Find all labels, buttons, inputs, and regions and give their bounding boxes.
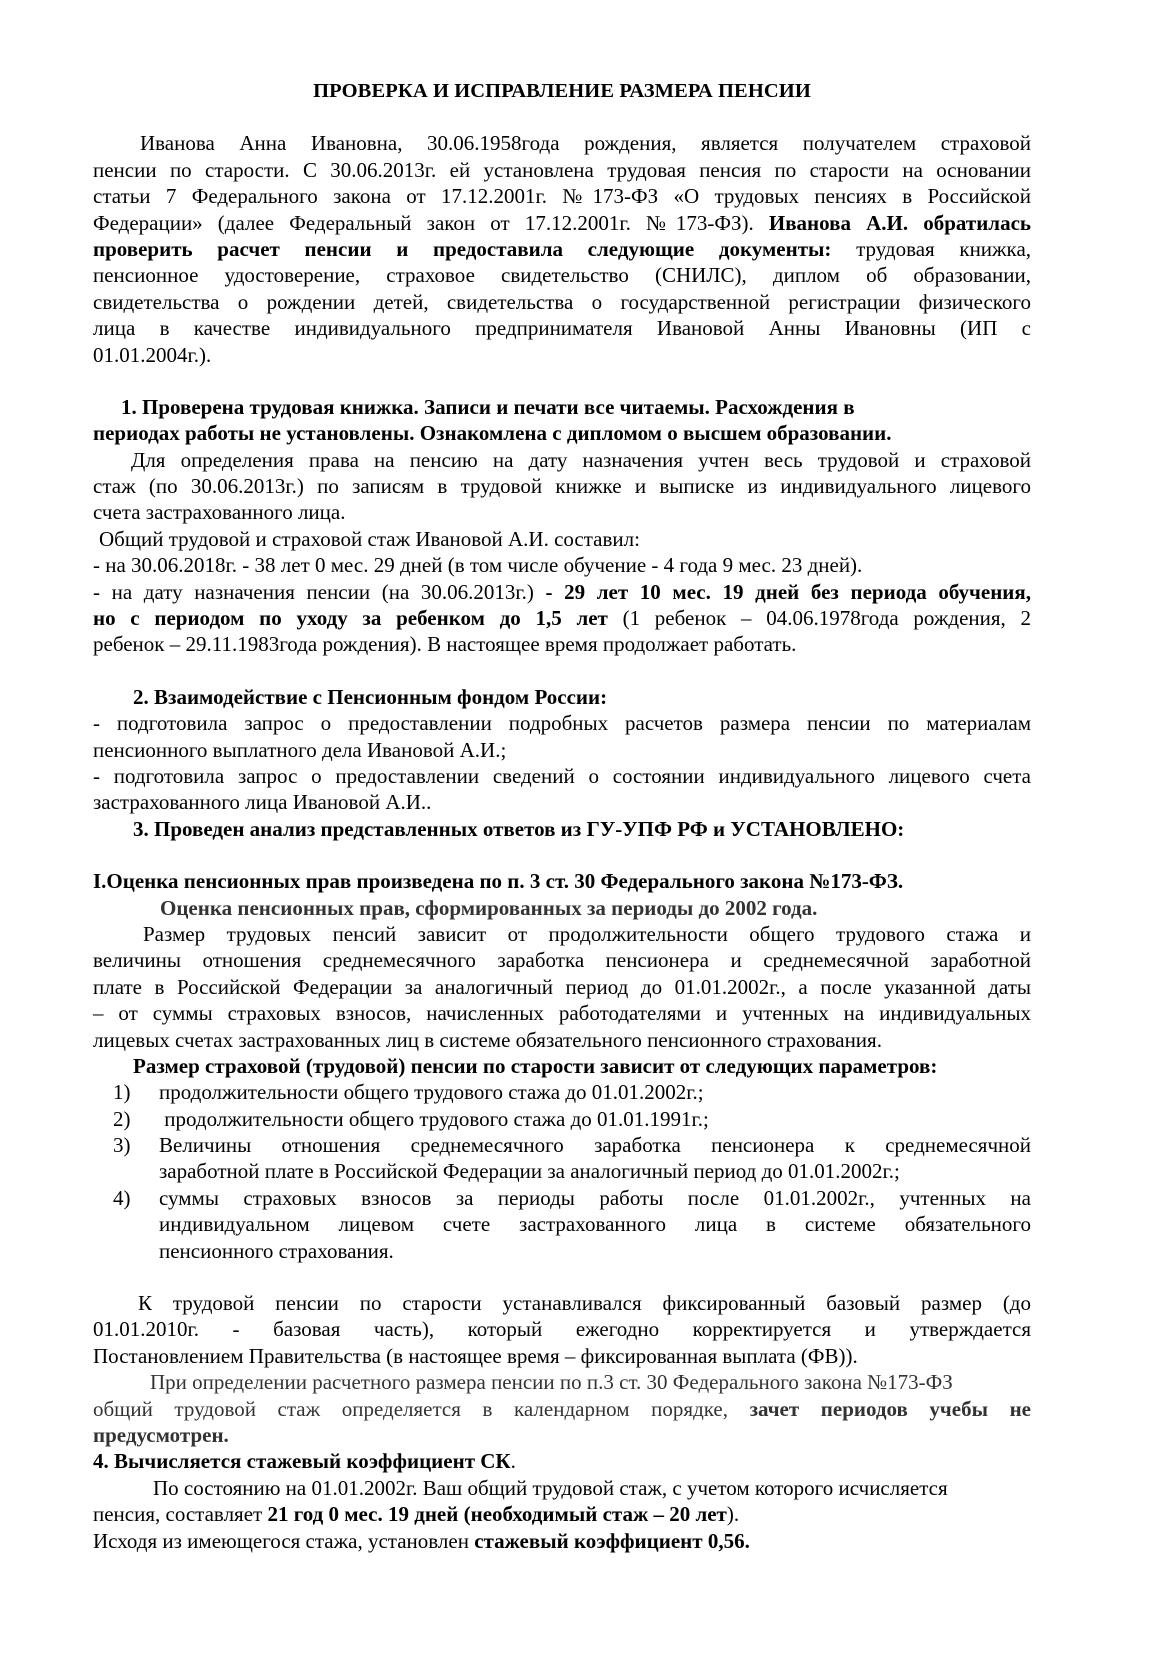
section-4 [93, 1448, 1031, 1554]
parameters-heading-text: Размер страховой (трудовой) пенсии по старости зависит от следующих параметров: [133, 1053, 938, 1078]
parameter-item [93, 1106, 1031, 1132]
list-text: суммы страховых взносов за периоды работы после 01.01.2002г., учтенных на [159, 1185, 1031, 1210]
section-2-heading-text: 2. Взаимодействие с Пенсионным фондом России: [133, 684, 608, 709]
section-1 [93, 394, 1031, 658]
part-1-text: – от суммы страховых взносов, начисленных работодателями и учтенных на индивидуальных [93, 1001, 1031, 1026]
part-1-text [93, 1422, 1031, 1448]
section-3 [93, 816, 1031, 842]
part-1-text-span: общий трудовой стаж определяется в календарном порядке, [93, 1396, 750, 1421]
document-page [93, 78, 1031, 1554]
intro-line: статьи 7 Федерального закона от 17.12.2001г. №173-ФЗ «О трудовых пенсиях в Российской [93, 184, 1031, 209]
section-1-heading-line: 1. Проверена трудовая книжка. Записи и печати все читаемы. Расхождения в [121, 394, 855, 419]
section-2-item: застрахованного лица Ивановой А.И.. [93, 790, 432, 815]
intro-bold-text: Иванова А.И. обратилась [768, 210, 1031, 235]
part-1-subheading [93, 895, 1031, 921]
intro-bold-text: проверить расчет пенсии и предоставила следующие документы: [93, 236, 832, 261]
part-1-text: плате в Российской Федерации за аналогичный период до 01.01.2002г., а после указанной даты [93, 974, 1031, 999]
section-4-text [93, 1528, 1031, 1554]
parameter-item [93, 1079, 1031, 1105]
section-1-text: счета застрахованного лица. [93, 500, 346, 525]
experience-item [93, 605, 1031, 631]
section-1-text: Для определения права на пенсию на дату назначения учтен весь трудовой и страховой [131, 447, 1031, 472]
section-4-text: По состоянию на 01.01.2002г. Ваш общий трудовой стаж, с учетом которого исчисляется [153, 1475, 948, 1500]
list-number: 2) [113, 1106, 131, 1131]
section-4-bold-text: 21 год 0 мес. 19 дней (необходимый стаж – 20 лет [267, 1502, 727, 1527]
part-1-heading [93, 868, 1031, 894]
experience-text: (1 ребенок – 04.06.1978года рождения, 2 [607, 606, 1031, 631]
section-4-text [93, 1501, 1031, 1527]
part-1 [93, 868, 1031, 1448]
section-4-heading-dot: . [510, 1449, 516, 1474]
section-2-item: - подготовила запрос о предоставлении сведений о состоянии индивидуального лицевого счета [93, 764, 1031, 788]
section-2-item: - подготовила запрос о предоставлении подробных расчетов размера пенсии по материалам [93, 711, 1031, 736]
section-4-heading [93, 1448, 1031, 1474]
section-1-heading [93, 394, 1031, 420]
experience-text: - на дату назначения пенсии (на 30.06.2013г.) [93, 579, 546, 604]
part-1-text: 01.01.2010г. - базовая часть), который ежегодно корректируется и утверждается [93, 1317, 1031, 1342]
section-4-heading-text: 4. Вычисляется стажевый коэффициент СК [93, 1449, 511, 1474]
spacer [93, 368, 1031, 394]
spacer [93, 1264, 1031, 1290]
experience-item: ребенок – 29.11.1983года рождения). В настоящее время продолжает работать. [93, 632, 797, 657]
intro-line: Иванова Анна Ивановна, 30.06.1958года рождения, является получателем страховой [140, 131, 1031, 156]
intro-paragraph [93, 130, 1031, 368]
spacer [93, 658, 1031, 684]
part-1-bold-text: предусмотрен. [93, 1422, 229, 1447]
list-text: Величины отношения среднемесячного заработка пенсионера к среднемесячной [159, 1133, 1031, 1158]
intro-line: свидетельства о рождении детей, свидетельства о государственной регистрации физического [93, 289, 1031, 314]
section-2 [93, 684, 1031, 816]
intro-line: лица в качестве индивидуального предпринимателя Ивановой Анны Ивановны (ИП с [93, 316, 1031, 341]
parameter-item-continuation: заработной плате в Российской Федерации за аналогичный период до 01.01.2002г.; [159, 1159, 900, 1184]
parameters-list [93, 1079, 1031, 1264]
part-1-text [93, 1396, 1031, 1422]
list-number: 1) [113, 1080, 131, 1105]
experience-item: - на 30.06.2018г. - 38 лет 0 мес. 29 дней (в том числе обучение - 4 года 9 мес. 23 дней). [93, 553, 863, 578]
section-4-text-span: пенсия, составляет [93, 1502, 268, 1527]
intro-line: 01.01.2004г.). [93, 342, 212, 367]
list-number: 3) [113, 1133, 131, 1158]
part-1-subheading-text: Оценка пенсионных прав, сформированных за периоды до 2002 года. [160, 895, 818, 920]
spacer [93, 842, 1031, 868]
section-4-text-span: ). [726, 1502, 740, 1527]
intro-line: пенсионное удостоверение, страховое свидетельство (СНИЛС), диплом об образовании, [93, 263, 1031, 288]
section-4-text-span: Исходя из имеющегося стажа, установлен [93, 1528, 475, 1553]
list-number: 4) [113, 1185, 131, 1210]
section-1-heading-line: периодах работы не установлены. Ознакомлена с дипломом о высшем образовании. [93, 421, 892, 446]
part-1-heading-text: I.Оценка пенсионных прав произведена по п. 3 ст. 30 Федерального закона №173-ФЗ. [93, 869, 904, 894]
part-1-text: Размер трудовых пенсий зависит от продолжительности общего трудового стажа и [143, 921, 1031, 946]
part-1-bold-text: зачет периодов учебы не [749, 1396, 1031, 1421]
parameters-heading [93, 1053, 1031, 1079]
experience-bold-text: но с периодом по уходу за ребенком до 1,5 лет [93, 606, 608, 631]
part-1-text: К трудовой пенсии по старости устанавливался фиксированный базовый размер (до [138, 1291, 1031, 1316]
list-text: продолжительности общего трудового стажа до 01.01.2002г.; [159, 1080, 704, 1105]
section-3-heading [93, 816, 1031, 842]
experience-item [93, 579, 1031, 605]
section-2-item: пенсионного выплатного дела Ивановой А.И.; [93, 737, 507, 762]
parameter-item [93, 1132, 1031, 1158]
intro-text: Федерации» (далее Федеральный закон от 17.12.2001г. №173-ФЗ). [93, 210, 769, 235]
part-1-text: величины отношения среднемесячного заработка пенсионера и среднемесячной заработной [93, 948, 1031, 973]
parameter-item-continuation: индивидуальном лицевом счете застрахованного лица в системе обязательного [159, 1212, 1031, 1237]
parameter-item-continuation: пенсионного страхования. [159, 1238, 394, 1263]
total-experience-label: Общий трудовой и страховой стаж Ивановой А.И. составил: [99, 526, 640, 551]
section-1-text: стаж (по 30.06.2013г.) по записям в трудовой книжке и выписке из индивидуального лицевого [93, 474, 1031, 499]
section-3-heading-text: 3. Проведен анализ представленных ответов из ГУ-УПФ РФ и УСТАНОВЛЕНО: [133, 816, 905, 841]
intro-line [93, 236, 1031, 262]
part-1-text: лицевых счетах застрахованных лиц в системе обязательного пенсионного страхования. [93, 1027, 882, 1052]
intro-line: пенсии по старости. С 30.06.2013г. ей установлена трудовая пенсия по старости на основании [93, 157, 1031, 182]
list-text: продолжительности общего трудового стажа до 01.01.1991г.; [159, 1106, 709, 1131]
part-1-text: При определении расчетного размера пенсии по п.3 ст. 30 Федерального закона №173-ФЗ [150, 1370, 953, 1395]
intro-line [93, 210, 1031, 236]
section-2-heading [93, 684, 1031, 710]
section-1-heading [93, 420, 1031, 446]
parameter-item [93, 1185, 1031, 1211]
intro-text: трудовая книжка, [831, 236, 1032, 261]
document-title: ПРОВЕРКА И ИСПРАВЛЕНИЕ РАЗМЕРА ПЕНСИИ [313, 80, 811, 102]
coefficient-value: стажевый коэффициент 0,56. [474, 1528, 750, 1553]
part-1-text: Постановлением Правительства (в настоящее время – фиксированная выплата (ФВ)). [93, 1343, 858, 1368]
experience-bold-text: - 29 лет 10 мес. 19 дней без периода обучения, [545, 579, 1032, 604]
